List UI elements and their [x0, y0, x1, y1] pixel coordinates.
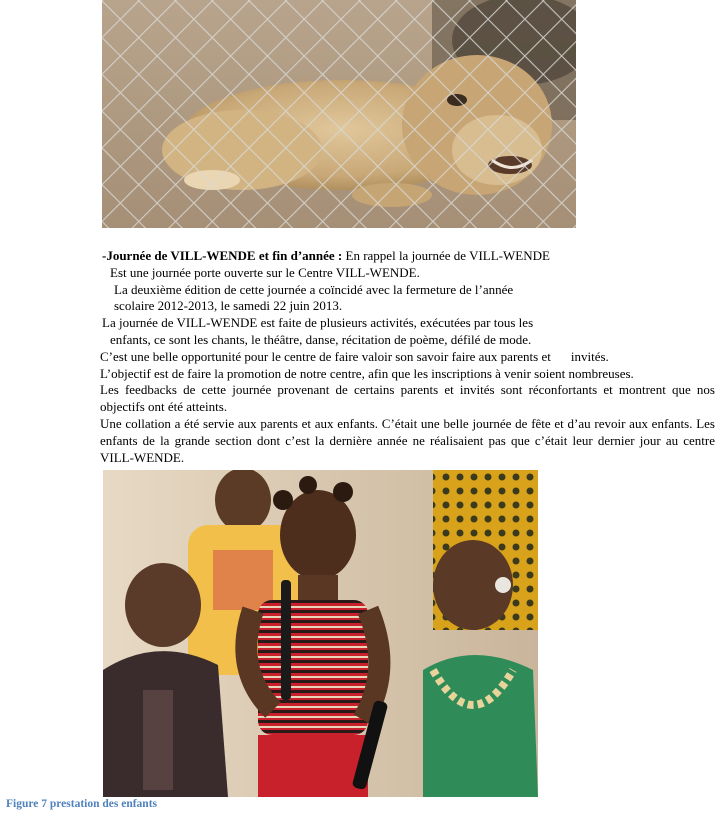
article-text: [100, 248, 715, 466]
figure-caption: Figure 7 prestation des enfants: [6, 798, 157, 810]
children-photo-icon: [103, 470, 538, 797]
article-paragraph-objective: L’objectif est de faire la promotion de notre centre, afin que les inscriptions à venir soient nombreuses.: [100, 365, 634, 381]
article-line-3: La deuxième édition de cette journée a coïncidé avec la fermeture de l’année: [114, 281, 514, 297]
article-paragraph-feedback: Les feedbacks de cette journée provenant de certains parents et invités sont réconfortants et montrent que nos objectifs ont été atteints.: [100, 382, 715, 415]
article-paragraph-collation: Une collation a été servie aux parents et aux enfants. C’était une belle journée de fête et d’au revoir aux enfants. Les enfants de la grande section dont c’est la dernière année ne réalisaient pas que c’était leur dernier jour au centre VILL-WENDE.: [100, 415, 715, 465]
article-line-2: Est une journée porte ouverte sur le Centre VILL-WENDE.: [110, 264, 420, 280]
article-line-7a: C’est une belle opportunité pour le centre de faire valoir son savoir faire aux parents et: [100, 348, 551, 364]
article-line-7b: invités.: [570, 348, 609, 364]
lion-photo-icon: [102, 0, 576, 228]
article-line-1: [100, 248, 715, 265]
article-heading: -Journée de VILL-WENDE et fin d’année :: [102, 248, 343, 263]
article-line-7: [100, 349, 715, 366]
article-line-1-rest: En rappel la journée de VILL-WENDE: [342, 248, 550, 263]
children-photo: [103, 470, 538, 797]
article-line-5: La journée de VILL-WENDE est faite de plusieurs activités, exécutées par tous les: [102, 315, 534, 331]
lion-photo: [102, 0, 576, 228]
article-line-6: enfants, ce sont les chants, le théâtre, danse, récitation de poème, défilé de mode.: [110, 331, 532, 347]
article-line-4: scolaire 2012-2013, le samedi 22 juin 2013.: [114, 298, 343, 314]
